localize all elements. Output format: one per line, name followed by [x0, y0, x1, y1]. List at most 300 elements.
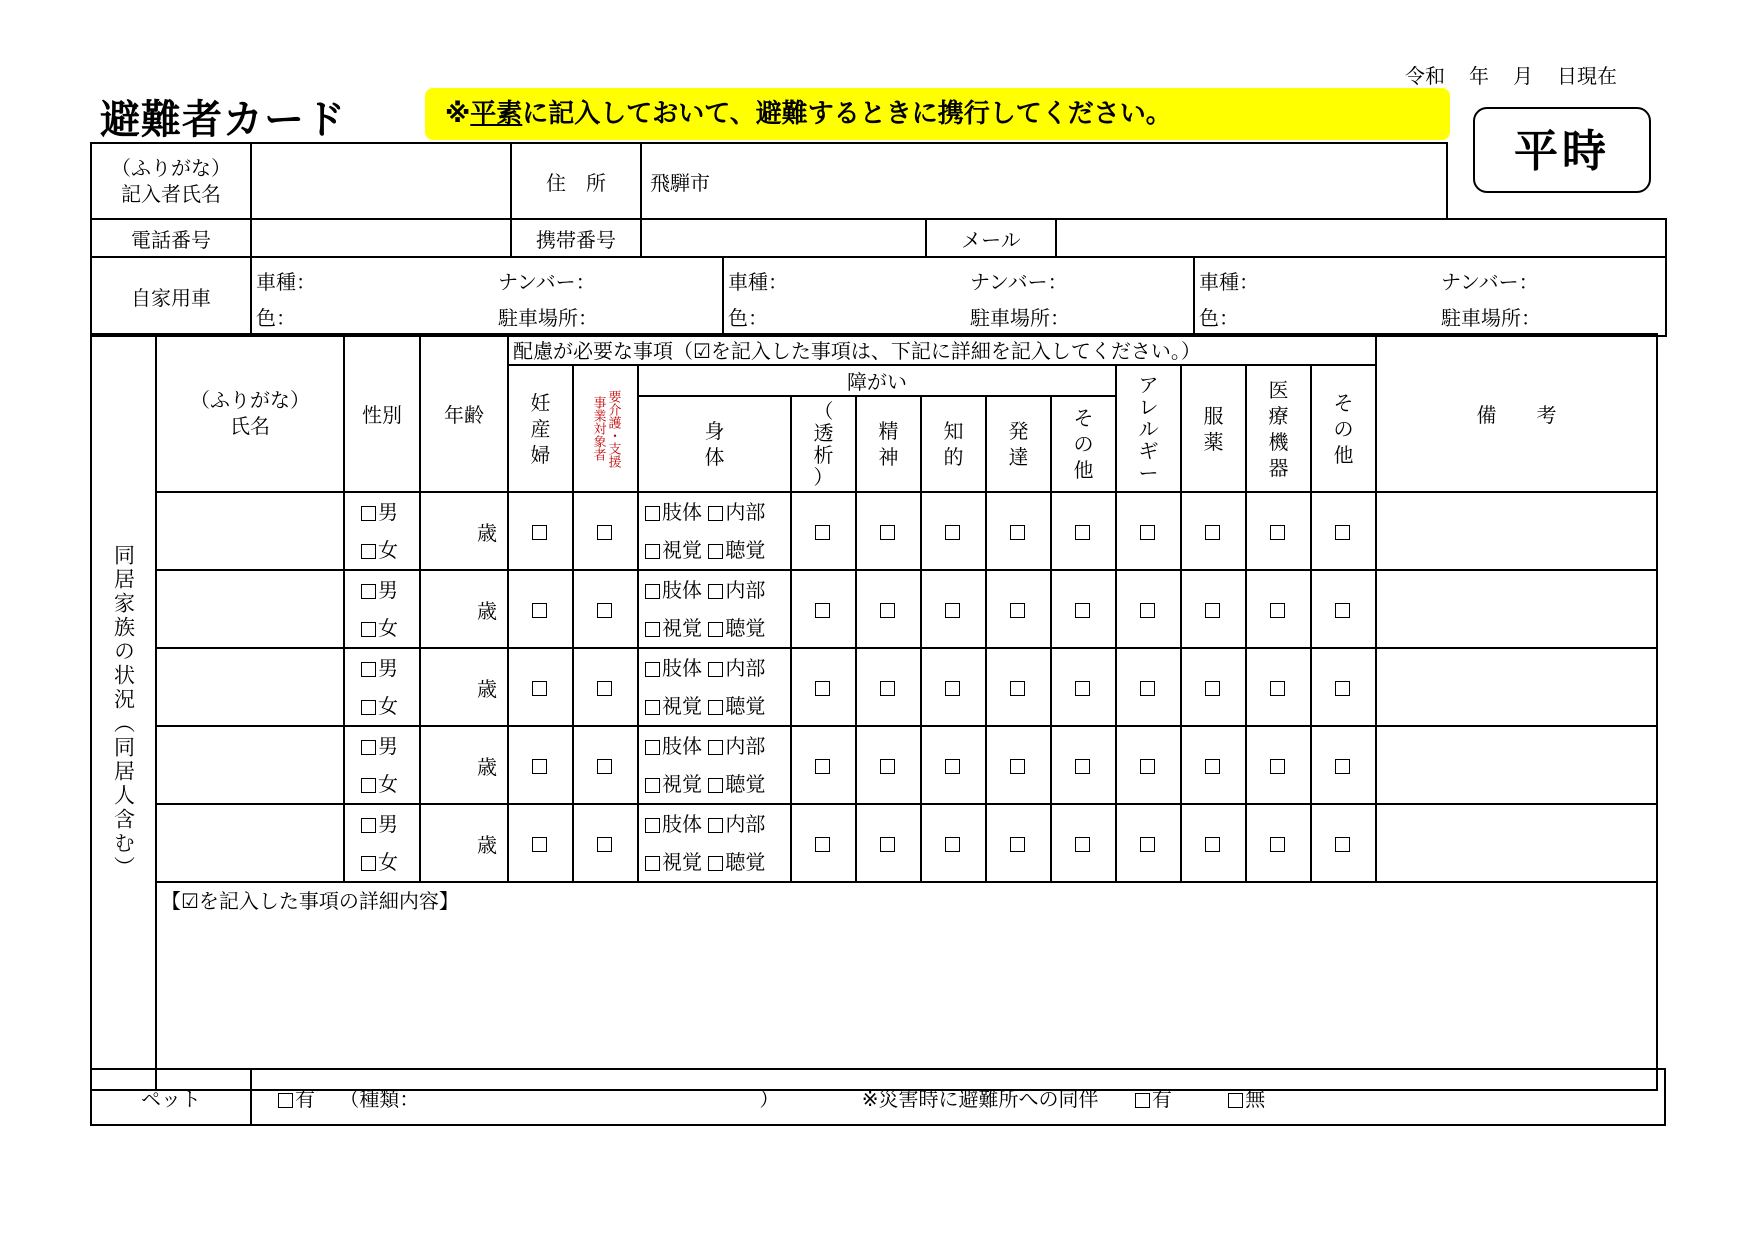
- family-side-label-cell: [91, 334, 156, 1090]
- car-number-label: ナンバー：: [498, 270, 596, 294]
- developmental-char: 達: [1008, 445, 1029, 469]
- checkbox[interactable]: [361, 700, 376, 715]
- age-unit: 歳: [477, 520, 497, 545]
- other-disability-checkbox-cell[interactable]: [1051, 570, 1116, 648]
- body-options-cell: [638, 804, 791, 882]
- checkbox[interactable]: [1228, 1093, 1243, 1108]
- member-name-field[interactable]: [156, 570, 344, 648]
- checkbox[interactable]: [815, 759, 830, 774]
- age-field[interactable]: [420, 648, 508, 726]
- checkbox[interactable]: [532, 525, 547, 540]
- car-number-label: ナンバー：: [970, 270, 1068, 294]
- allergy-checkbox-cell[interactable]: [1116, 570, 1181, 648]
- developmental-checkbox-cell[interactable]: [986, 804, 1051, 882]
- checkbox[interactable]: [361, 778, 376, 793]
- pregnant-checkbox-cell[interactable]: [508, 570, 573, 648]
- car-slot-2[interactable]: [723, 258, 1194, 335]
- other-disability-header: [1051, 396, 1116, 492]
- remarks-field[interactable]: [1376, 570, 1657, 648]
- checkbox[interactable]: [1270, 681, 1285, 696]
- female-label: 女: [378, 694, 398, 718]
- checkbox[interactable]: [1075, 603, 1090, 618]
- checkbox[interactable]: [1010, 603, 1025, 618]
- pregnant-checkbox-cell[interactable]: [508, 492, 573, 570]
- other-header: [1311, 365, 1376, 492]
- sex-cell: [344, 726, 420, 804]
- visual-label: 視覚: [662, 616, 702, 640]
- medical-device-header: [1246, 365, 1311, 492]
- medication-checkbox-cell[interactable]: [1181, 648, 1246, 726]
- mental-checkbox-cell[interactable]: [856, 726, 921, 804]
- checkbox[interactable]: [1140, 837, 1155, 852]
- checkbox[interactable]: [1335, 759, 1350, 774]
- notice-underlined: 平素: [470, 99, 523, 129]
- address-field[interactable]: 飛騨市: [641, 143, 1447, 219]
- male-label: 男: [378, 578, 398, 602]
- car-label: 自家用車: [91, 257, 251, 336]
- internal-label: 内部: [725, 656, 766, 680]
- medical-device-char: 機: [1268, 429, 1289, 454]
- checkbox[interactable]: [1335, 837, 1350, 852]
- period-badge: 平時: [1473, 107, 1651, 193]
- allergy-header: [1116, 365, 1181, 492]
- developmental-checkbox-cell[interactable]: [986, 570, 1051, 648]
- medical-device-checkbox-cell[interactable]: [1246, 492, 1311, 570]
- pregnant-char: 産: [530, 416, 551, 441]
- pregnant-char: 婦: [530, 442, 551, 467]
- female-label: 女: [378, 538, 398, 562]
- pet-table: [90, 1068, 1666, 1126]
- pregnant-checkbox-cell[interactable]: [508, 648, 573, 726]
- allergy-checkbox-cell[interactable]: [1116, 804, 1181, 882]
- female-option[interactable]: [345, 609, 419, 647]
- allergy-char: レ: [1138, 394, 1159, 419]
- checkbox[interactable]: [532, 603, 547, 618]
- checkbox[interactable]: [645, 584, 660, 599]
- male-option[interactable]: [345, 493, 419, 531]
- car-slot-3[interactable]: [1194, 258, 1665, 335]
- checkbox[interactable]: [815, 681, 830, 696]
- age-unit: 歳: [477, 676, 497, 701]
- writer-name-field[interactable]: [251, 143, 511, 219]
- other-checkbox-cell[interactable]: [1311, 804, 1376, 882]
- intellectual-char: 知: [943, 419, 964, 443]
- medication-checkbox-cell[interactable]: [1181, 726, 1246, 804]
- pregnant-checkbox-cell[interactable]: [508, 804, 573, 882]
- checkbox[interactable]: [645, 700, 660, 715]
- medical-device-checkbox-cell[interactable]: [1246, 726, 1311, 804]
- other-disability-checkbox-cell[interactable]: [1051, 726, 1116, 804]
- female-option[interactable]: [345, 687, 419, 725]
- care-checkbox-cell[interactable]: [573, 648, 638, 726]
- care-header: [573, 365, 638, 492]
- medication-checkbox-cell[interactable]: [1181, 804, 1246, 882]
- developmental-header: [986, 396, 1051, 492]
- checkbox[interactable]: [1140, 759, 1155, 774]
- medication-header: [1181, 365, 1246, 492]
- checkbox[interactable]: [361, 740, 376, 755]
- checkbox[interactable]: [1075, 681, 1090, 696]
- phone-label: 電話番号: [91, 219, 251, 257]
- checkbox[interactable]: [1335, 603, 1350, 618]
- other-disability-char: 他: [1073, 458, 1094, 482]
- date-suffix: 日現在: [1557, 64, 1617, 88]
- age-unit: 歳: [477, 832, 497, 857]
- checkbox[interactable]: [1270, 759, 1285, 774]
- checkbox[interactable]: [880, 681, 895, 696]
- age-field[interactable]: [420, 492, 508, 570]
- checkbox[interactable]: [361, 856, 376, 871]
- sex-cell: [344, 804, 420, 882]
- checkbox[interactable]: [708, 506, 723, 521]
- checkbox[interactable]: [945, 837, 960, 852]
- female-option[interactable]: [345, 765, 419, 803]
- checkbox[interactable]: [945, 525, 960, 540]
- limb-label: 肢体: [662, 500, 702, 524]
- allergy-char: ア: [1138, 372, 1159, 397]
- sex-cell: [344, 492, 420, 570]
- male-option[interactable]: [345, 727, 419, 765]
- checkbox[interactable]: [645, 856, 660, 871]
- body-options-cell: [638, 726, 791, 804]
- table-row: [91, 804, 1657, 882]
- remarks-field[interactable]: [1376, 492, 1657, 570]
- phone-field[interactable]: [251, 219, 511, 257]
- other-checkbox-cell[interactable]: [1311, 492, 1376, 570]
- male-option[interactable]: [345, 649, 419, 687]
- member-name-field[interactable]: [156, 492, 344, 570]
- pet-fields: [251, 1069, 1665, 1125]
- date-line: [1405, 60, 1617, 89]
- checkbox[interactable]: [815, 603, 830, 618]
- checkbox[interactable]: [1335, 525, 1350, 540]
- checkbox[interactable]: [880, 603, 895, 618]
- remarks-field[interactable]: [1376, 726, 1657, 804]
- checkbox[interactable]: [361, 662, 376, 677]
- age-field[interactable]: [420, 726, 508, 804]
- sex-cell: [344, 570, 420, 648]
- checkbox[interactable]: [708, 818, 723, 833]
- other-char: そ: [1333, 390, 1354, 415]
- checkbox[interactable]: [645, 778, 660, 793]
- member-name-field[interactable]: [156, 648, 344, 726]
- other-checkbox-cell[interactable]: [1311, 648, 1376, 726]
- checkbox[interactable]: [532, 681, 547, 696]
- checkbox[interactable]: [1140, 681, 1155, 696]
- other-disability-checkbox-cell[interactable]: [1051, 492, 1116, 570]
- checkbox[interactable]: [645, 622, 660, 637]
- contact-table: [90, 218, 1667, 337]
- furigana-label: （ふりがな）: [111, 156, 231, 180]
- developmental-checkbox-cell[interactable]: [986, 492, 1051, 570]
- other-checkbox-cell[interactable]: [1311, 726, 1376, 804]
- mental-checkbox-cell[interactable]: [856, 804, 921, 882]
- car-parking-label: 駐車場所：: [498, 306, 598, 330]
- checkbox[interactable]: [1205, 837, 1220, 852]
- checkbox[interactable]: [1270, 525, 1285, 540]
- checkbox[interactable]: [708, 778, 723, 793]
- checkbox[interactable]: [597, 603, 612, 618]
- mental-checkbox-cell[interactable]: [856, 570, 921, 648]
- checkbox[interactable]: [361, 544, 376, 559]
- visual-label: 視覚: [662, 694, 702, 718]
- intellectual-checkbox-cell[interactable]: [921, 570, 986, 648]
- pet-has-label: 有: [295, 1086, 315, 1111]
- intellectual-char: 的: [943, 445, 964, 469]
- checkbox[interactable]: [1205, 681, 1220, 696]
- dialysis-char: 析: [813, 443, 834, 467]
- medical-device-checkbox-cell[interactable]: [1246, 648, 1311, 726]
- internal-label: 内部: [725, 500, 766, 524]
- other-disability-char: そ: [1073, 406, 1094, 430]
- details-label: 【☑を記入した事項の詳細内容】: [161, 889, 459, 913]
- checkbox[interactable]: [1075, 837, 1090, 852]
- body-char: 体: [704, 445, 725, 469]
- checkbox[interactable]: [1010, 681, 1025, 696]
- checkbox[interactable]: [1270, 837, 1285, 852]
- checkbox[interactable]: [1270, 603, 1285, 618]
- mail-label: メール: [926, 219, 1056, 257]
- checkbox[interactable]: [708, 740, 723, 755]
- name-furigana-label: （ふりがな）: [190, 388, 310, 412]
- limb-label: 肢体: [662, 578, 702, 602]
- intellectual-checkbox-cell[interactable]: [921, 648, 986, 726]
- medication-checkbox-cell[interactable]: [1181, 492, 1246, 570]
- mental-checkbox-cell[interactable]: [856, 648, 921, 726]
- dialysis-checkbox-cell[interactable]: [791, 648, 856, 726]
- checkbox[interactable]: [880, 525, 895, 540]
- male-option[interactable]: [345, 805, 419, 843]
- checkbox[interactable]: [1140, 525, 1155, 540]
- checkbox[interactable]: [597, 837, 612, 852]
- allergy-checkbox-cell[interactable]: [1116, 726, 1181, 804]
- female-label: 女: [378, 772, 398, 796]
- checkbox[interactable]: [708, 584, 723, 599]
- checkbox[interactable]: [945, 603, 960, 618]
- dialysis-checkbox-cell[interactable]: [791, 570, 856, 648]
- other-checkbox-cell[interactable]: [1311, 570, 1376, 648]
- intellectual-checkbox-cell[interactable]: [921, 492, 986, 570]
- checkbox[interactable]: [708, 622, 723, 637]
- checkbox[interactable]: [708, 544, 723, 559]
- pregnant-header: [508, 365, 573, 492]
- checkbox[interactable]: [815, 837, 830, 852]
- car-parking-label: 駐車場所：: [970, 306, 1070, 330]
- checkbox[interactable]: [815, 525, 830, 540]
- checkbox[interactable]: [880, 837, 895, 852]
- checkbox[interactable]: [708, 700, 723, 715]
- remarks-header: 備 考: [1376, 334, 1657, 492]
- member-name-field[interactable]: [156, 804, 344, 882]
- age-unit: 歳: [477, 754, 497, 779]
- pregnant-checkbox-cell[interactable]: [508, 726, 573, 804]
- checkbox[interactable]: [532, 759, 547, 774]
- care-checkbox-cell[interactable]: [573, 726, 638, 804]
- mental-checkbox-cell[interactable]: [856, 492, 921, 570]
- internal-label: 内部: [725, 812, 766, 836]
- checkbox[interactable]: [1205, 525, 1220, 540]
- age-field[interactable]: [420, 804, 508, 882]
- female-label: 女: [378, 616, 398, 640]
- allergy-char: ギ: [1138, 438, 1159, 463]
- medication-checkbox-cell[interactable]: [1181, 570, 1246, 648]
- car-slot-1[interactable]: [252, 258, 723, 335]
- medication-char: 薬: [1203, 429, 1224, 454]
- car-type-label: 車種：: [1199, 270, 1259, 294]
- checkbox[interactable]: [708, 856, 723, 871]
- mental-header: [856, 396, 921, 492]
- dialysis-header: [791, 396, 856, 492]
- female-option[interactable]: [345, 843, 419, 881]
- consideration-header: 配慮が必要な事項（☑を記入した事項は、下記に詳細を記入してください。）: [508, 334, 1376, 365]
- developmental-checkbox-cell[interactable]: [986, 648, 1051, 726]
- checkbox[interactable]: [645, 818, 660, 833]
- page-title: 避難者カード: [100, 97, 346, 143]
- male-label: 男: [378, 656, 398, 680]
- checkbox[interactable]: [1010, 525, 1025, 540]
- checkbox[interactable]: [1075, 759, 1090, 774]
- female-option[interactable]: [345, 531, 419, 569]
- body-char: 身: [704, 419, 725, 443]
- limb-label: 肢体: [662, 812, 702, 836]
- details-field[interactable]: [156, 882, 1657, 1090]
- internal-label: 内部: [725, 578, 766, 602]
- checkbox[interactable]: [645, 662, 660, 677]
- date-month-label: 月: [1513, 64, 1533, 88]
- checkbox[interactable]: [1205, 603, 1220, 618]
- family-table: [90, 333, 1658, 1091]
- male-label: 男: [378, 812, 398, 836]
- hearing-label: 聴覚: [725, 616, 766, 640]
- male-label: 男: [378, 500, 398, 524]
- male-option[interactable]: [345, 571, 419, 609]
- dialysis-checkbox-cell[interactable]: [791, 726, 856, 804]
- checkbox[interactable]: [361, 506, 376, 521]
- medication-char: 服: [1203, 403, 1224, 428]
- hearing-label: 聴覚: [725, 850, 766, 874]
- visual-label: 視覚: [662, 772, 702, 796]
- allergy-char: ー: [1138, 460, 1159, 485]
- developmental-char: 発: [1008, 419, 1029, 443]
- checkbox[interactable]: [361, 584, 376, 599]
- checkbox[interactable]: [278, 1093, 293, 1108]
- intellectual-checkbox-cell[interactable]: [921, 804, 986, 882]
- car-subtable: [252, 258, 1665, 335]
- internal-label: 内部: [725, 734, 766, 758]
- hearing-label: 聴覚: [725, 538, 766, 562]
- body-header: [638, 396, 791, 492]
- age-field[interactable]: [420, 570, 508, 648]
- mental-char: 神: [878, 445, 899, 469]
- hearing-label: 聴覚: [725, 694, 766, 718]
- allergy-checkbox-cell[interactable]: [1116, 648, 1181, 726]
- checkbox[interactable]: [945, 759, 960, 774]
- pet-kind-label: （種類：: [339, 1086, 420, 1111]
- age-unit: 歳: [477, 598, 497, 623]
- mail-field[interactable]: [1056, 219, 1666, 257]
- checkbox[interactable]: [880, 759, 895, 774]
- remarks-field[interactable]: [1376, 804, 1657, 882]
- checkbox[interactable]: [1335, 681, 1350, 696]
- hearing-label: 聴覚: [725, 772, 766, 796]
- checkbox[interactable]: [361, 622, 376, 637]
- dialysis-char: 透: [813, 421, 834, 445]
- checkbox[interactable]: [1075, 525, 1090, 540]
- checkbox[interactable]: [1135, 1093, 1150, 1108]
- checkbox[interactable]: [645, 506, 660, 521]
- pet-no-label: 無: [1245, 1086, 1266, 1111]
- name-label: 氏名: [230, 414, 270, 438]
- checkbox[interactable]: [532, 837, 547, 852]
- notice-text: に記入しておいて、避難するときに携行してください。: [522, 99, 1172, 129]
- checkbox[interactable]: [597, 681, 612, 696]
- care-checkbox-cell[interactable]: [573, 804, 638, 882]
- car-fields: [251, 257, 1666, 336]
- other-disability-checkbox-cell[interactable]: [1051, 648, 1116, 726]
- allergy-char: ル: [1138, 416, 1159, 441]
- mental-char: 精: [878, 419, 899, 443]
- other-disability-char: の: [1073, 432, 1094, 456]
- car-type-label: 車種：: [256, 270, 316, 294]
- allergy-checkbox-cell[interactable]: [1116, 492, 1181, 570]
- checkbox[interactable]: [645, 740, 660, 755]
- notice-mark: ※: [445, 99, 471, 129]
- car-parking-label: 駐車場所：: [1441, 306, 1541, 330]
- table-row: [91, 726, 1657, 804]
- table-row: [91, 648, 1657, 726]
- visual-label: 視覚: [662, 850, 702, 874]
- dialysis-char: ）: [813, 465, 834, 489]
- medical-device-char: 療: [1268, 403, 1289, 428]
- checkbox[interactable]: [597, 525, 612, 540]
- intellectual-checkbox-cell[interactable]: [921, 726, 986, 804]
- care-checkbox-cell[interactable]: [573, 570, 638, 648]
- mobile-field[interactable]: [641, 219, 926, 257]
- checkbox[interactable]: [708, 662, 723, 677]
- pet-yes-label: 有: [1151, 1086, 1172, 1111]
- medical-device-checkbox-cell[interactable]: [1246, 804, 1311, 882]
- dialysis-checkbox-cell[interactable]: [791, 804, 856, 882]
- medical-device-checkbox-cell[interactable]: [1246, 570, 1311, 648]
- checkbox[interactable]: [1140, 603, 1155, 618]
- dialysis-checkbox-cell[interactable]: [791, 492, 856, 570]
- pregnant-char: 妊: [530, 390, 551, 415]
- care-level-label: 要介護・支援: [605, 389, 621, 468]
- body-options-cell: [638, 570, 791, 648]
- care-checkbox-cell[interactable]: [573, 492, 638, 570]
- family-name-header: [156, 334, 344, 492]
- limb-label: 肢体: [662, 656, 702, 680]
- intellectual-header: [921, 396, 986, 492]
- female-label: 女: [378, 850, 398, 874]
- developmental-checkbox-cell[interactable]: [986, 726, 1051, 804]
- checkbox[interactable]: [1010, 837, 1025, 852]
- remarks-field[interactable]: [1376, 648, 1657, 726]
- writer-name-label: [91, 143, 251, 219]
- checkbox[interactable]: [361, 818, 376, 833]
- dialysis-char: （: [813, 399, 834, 423]
- member-name-field[interactable]: [156, 726, 344, 804]
- medical-device-char: 器: [1268, 455, 1289, 480]
- checkbox[interactable]: [945, 681, 960, 696]
- medical-device-char: 医: [1268, 377, 1289, 402]
- pet-accompany-label: ※災害時に避難所への同伴: [861, 1086, 1099, 1111]
- checkbox[interactable]: [1205, 759, 1220, 774]
- checkbox[interactable]: [1010, 759, 1025, 774]
- checkbox[interactable]: [645, 544, 660, 559]
- other-disability-checkbox-cell[interactable]: [1051, 804, 1116, 882]
- checkbox[interactable]: [597, 759, 612, 774]
